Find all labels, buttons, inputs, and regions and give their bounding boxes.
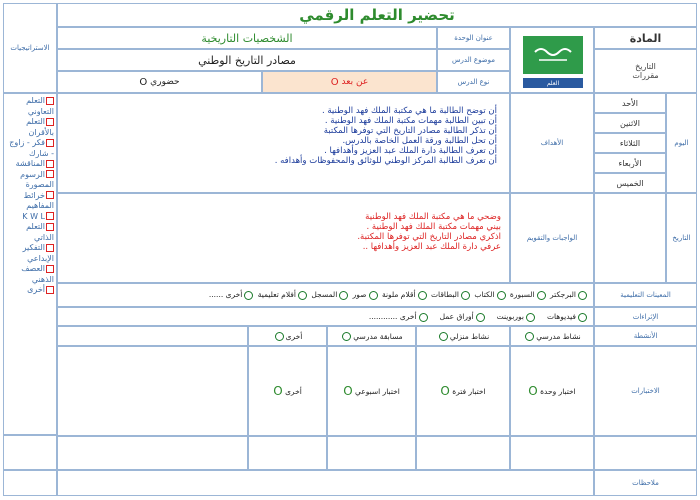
objective-item: أن تحل الطالبة ورقة العمل الخاصة بالدرس. [342,136,497,146]
test-option[interactable] [416,346,510,436]
activity-label: مسابقة مدرسي [353,331,403,341]
enrichment-label: أخرى ............ [368,312,417,321]
radio-icon[interactable] [419,313,428,322]
homework-label: الواجبات والتقويم [510,193,594,283]
enrichment-label: أوراق عمل [439,312,474,321]
test-label: اختبار وحدة [540,386,576,396]
day-label: الأربعاء [618,158,642,168]
remote-label: عن بعد [341,77,369,87]
day-label: الأحد [622,98,638,108]
title-bar [57,3,697,27]
strategy-item[interactable] [6,96,54,117]
resource-option[interactable] [382,290,429,299]
subject-label: المادة [594,27,697,49]
resource-option[interactable] [510,290,548,299]
objective-item: أن تذكر الطالبة مصادر التاريخ التي توفرها المكتبة [323,126,497,136]
objective-item: أن توضح الطالبة ما هي مكتبة الملك فهد الوطنية . [321,106,497,116]
strategy-label: فكر - زاوج - شارك [9,138,54,158]
resource-option[interactable] [431,290,472,299]
strategy-item[interactable] [6,170,54,191]
checkbox-icon[interactable] [46,191,54,199]
activity-option[interactable] [327,326,416,346]
logo-cell [510,27,594,93]
strategy-item[interactable] [6,222,54,243]
enrichment-label: بوربوينت [496,312,524,321]
activity-option[interactable] [416,326,510,346]
strategy-item[interactable] [6,159,54,170]
activity-option[interactable] [510,326,594,346]
radio-icon[interactable] [525,332,534,341]
homework-item: وضحي ما هي مكتبة الملك فهد الوطنية [365,212,501,222]
checkbox-icon[interactable] [46,160,54,168]
radio-icon[interactable] [578,291,587,300]
remote-circle-icon: O [330,76,339,88]
strategy-item[interactable] [6,191,54,212]
test-option[interactable] [510,346,594,436]
lesson-type-label: نوع الدرس [437,71,510,93]
strategy-item[interactable] [6,138,54,159]
resource-label: صور [352,290,367,299]
enrichment-option[interactable] [369,312,430,321]
enrichment-option[interactable] [440,312,487,321]
strategies-header-cell [3,3,57,93]
strategy-label: المناقشة [15,159,45,168]
strategy-label: التعلم التعاوني [26,96,54,116]
radio-icon[interactable] [339,291,348,300]
radio-icon[interactable] [476,313,485,322]
strategy-label: أخرى [27,285,45,294]
date-label: التاريخ [666,193,697,283]
day-item [594,173,666,193]
strategy-label: التعلم بالأقران [26,117,54,137]
extra-cell [327,436,416,470]
resource-label: السبورة [509,290,535,299]
resources-row [57,283,594,307]
test-circle-icon[interactable]: O [343,384,353,398]
subject-line-1: التاريخ [635,62,656,71]
inperson-circle-icon: O [139,76,148,88]
remote-option[interactable] [262,71,437,93]
objectives-box [57,93,510,193]
lesson-value: مصادر التاريخ الوطني [57,49,437,71]
strategies-bottom-cell [3,470,57,496]
extra-cell [248,436,327,470]
radio-icon[interactable] [418,291,427,300]
resource-option[interactable] [474,290,507,299]
checkbox-icon[interactable] [46,212,54,220]
strategy-label: التعلم الذاتي [26,222,54,242]
subject-name [594,49,697,93]
activity-label: أخرى [285,331,303,341]
test-label: اختبار فترة [452,386,486,396]
inperson-option[interactable] [57,71,262,93]
inperson-label: حضوري [150,77,180,87]
test-blank-cell [57,346,248,436]
notes-label: ملاحظات [594,470,697,496]
page-title: تحضير التعلم الرقمي [299,6,455,24]
strategy-label: الرسوم المصورة [20,169,54,189]
checkbox-icon[interactable] [46,223,54,231]
strategy-item[interactable] [6,264,54,285]
enrichment-label: الإثراءات [594,307,697,326]
strategy-item[interactable] [6,243,54,264]
checkbox-icon[interactable] [46,170,54,178]
test-label: اختبار اسبوعي [355,386,400,396]
test-label: أخرى [285,386,302,396]
radio-icon[interactable] [526,313,535,322]
resource-label: المسجل [311,290,338,299]
extra-cell [594,436,697,470]
radio-icon[interactable] [244,291,253,300]
unit-value: الشخصيات التاريخية [57,27,437,49]
radio-icon[interactable] [439,332,448,341]
radio-icon[interactable] [298,291,307,300]
checkbox-icon[interactable] [46,97,54,105]
strategy-item[interactable] [6,117,54,138]
strategy-item[interactable] [6,285,54,296]
day-label: الثلاثاء [619,138,641,148]
checkbox-icon[interactable] [46,265,54,273]
resource-label: أفلام تعليمية [257,290,296,299]
logo-caption: العلم [523,78,583,88]
date-cell [594,193,666,283]
extra-cell [416,436,510,470]
lesson-label: موضوع الدرس [437,49,510,71]
tests-label: الاختبارات [594,346,697,436]
radio-icon[interactable] [342,332,351,341]
activities-label: الأنشطة [594,326,697,346]
objective-item: أن تعرف الطالبة دارة الملك عبد العزيز وأهدافها . [324,146,497,156]
enrichment-row [57,307,594,326]
checkbox-icon[interactable] [46,244,54,252]
subject-line-2: مقررات [632,71,659,80]
strategies-extra-cell [3,435,57,470]
test-circle-icon[interactable]: O [528,384,538,398]
radio-icon[interactable] [275,332,284,341]
radio-icon[interactable] [497,291,506,300]
resource-option[interactable] [209,290,255,299]
extra-cell [57,436,248,470]
resource-label: أخرى ...... [208,290,243,299]
activity-blank-cell [57,326,248,346]
day-item [594,133,666,153]
resource-option[interactable] [550,290,589,299]
enrichment-option[interactable] [547,312,589,321]
radio-icon[interactable] [369,291,378,300]
strategies-label: الاستراتيجيات [10,44,50,52]
day-item [594,153,666,173]
test-option[interactable] [327,346,416,436]
enrichment-label: فيديوهات [546,312,576,321]
flag-icon [523,36,583,74]
resource-option[interactable] [311,290,350,299]
test-circle-icon[interactable]: O [440,384,450,398]
homework-item: بيني مهمات مكتبة الملك فهد الوطنية . [366,222,501,232]
checkbox-icon[interactable] [46,118,54,126]
activity-label: نشاط مدرسي [536,331,581,341]
day-item [594,113,666,133]
activity-label: نشاط منزلي [449,331,490,341]
day-item [594,93,666,113]
strategies-list [3,93,57,435]
activity-option[interactable] [248,326,327,346]
extra-cell [510,436,594,470]
enrichment-option[interactable] [497,312,537,321]
test-circle-icon[interactable]: O [273,384,283,398]
strategy-label: خرائط المفاهيم [23,190,54,210]
day-label: الاثنين [620,118,640,128]
checkbox-icon[interactable] [46,286,54,294]
radio-icon[interactable] [537,291,546,300]
checkbox-icon[interactable] [46,139,54,147]
strategy-item[interactable] [6,212,54,223]
objective-item: أن تبين الطالبة مهمات مكتبة الملك فهد الوطنية . [324,116,497,126]
radio-icon[interactable] [578,313,587,322]
strategy-label: K W L [22,211,45,221]
unit-label: عنوان الوحدة [437,27,510,49]
resource-option[interactable] [353,290,380,299]
homework-item: اذكري مصادر التاريخ التي توفرها المكتبة. [357,232,501,242]
homework-box [57,193,510,283]
radio-icon[interactable] [461,291,470,300]
notes-field[interactable] [57,470,594,496]
homework-item: عرفي دارة الملك عبد العزيز وأهدافها .. [362,242,501,252]
resource-label: البرجكتر [550,290,576,299]
strategy-label: التفكير الإبداعي [22,243,54,263]
strategy-label: العصف الذهني [21,264,54,284]
resource-option[interactable] [258,290,309,299]
resource-label: أقلام ملونة [381,290,416,299]
resource-label: البطاقات [430,290,459,299]
day-label: الخميس [616,178,644,188]
resource-label: الكتاب [474,290,495,299]
objectives-label: الأهداف [510,93,594,193]
objective-item: أن تعرف الطالبة المركز الوطني للوثائق والمحفوظات وأهدافه . [274,156,497,166]
resources-label: المعينات التعليمية [594,283,697,307]
test-option[interactable] [248,346,327,436]
day-label: اليوم [666,93,697,193]
